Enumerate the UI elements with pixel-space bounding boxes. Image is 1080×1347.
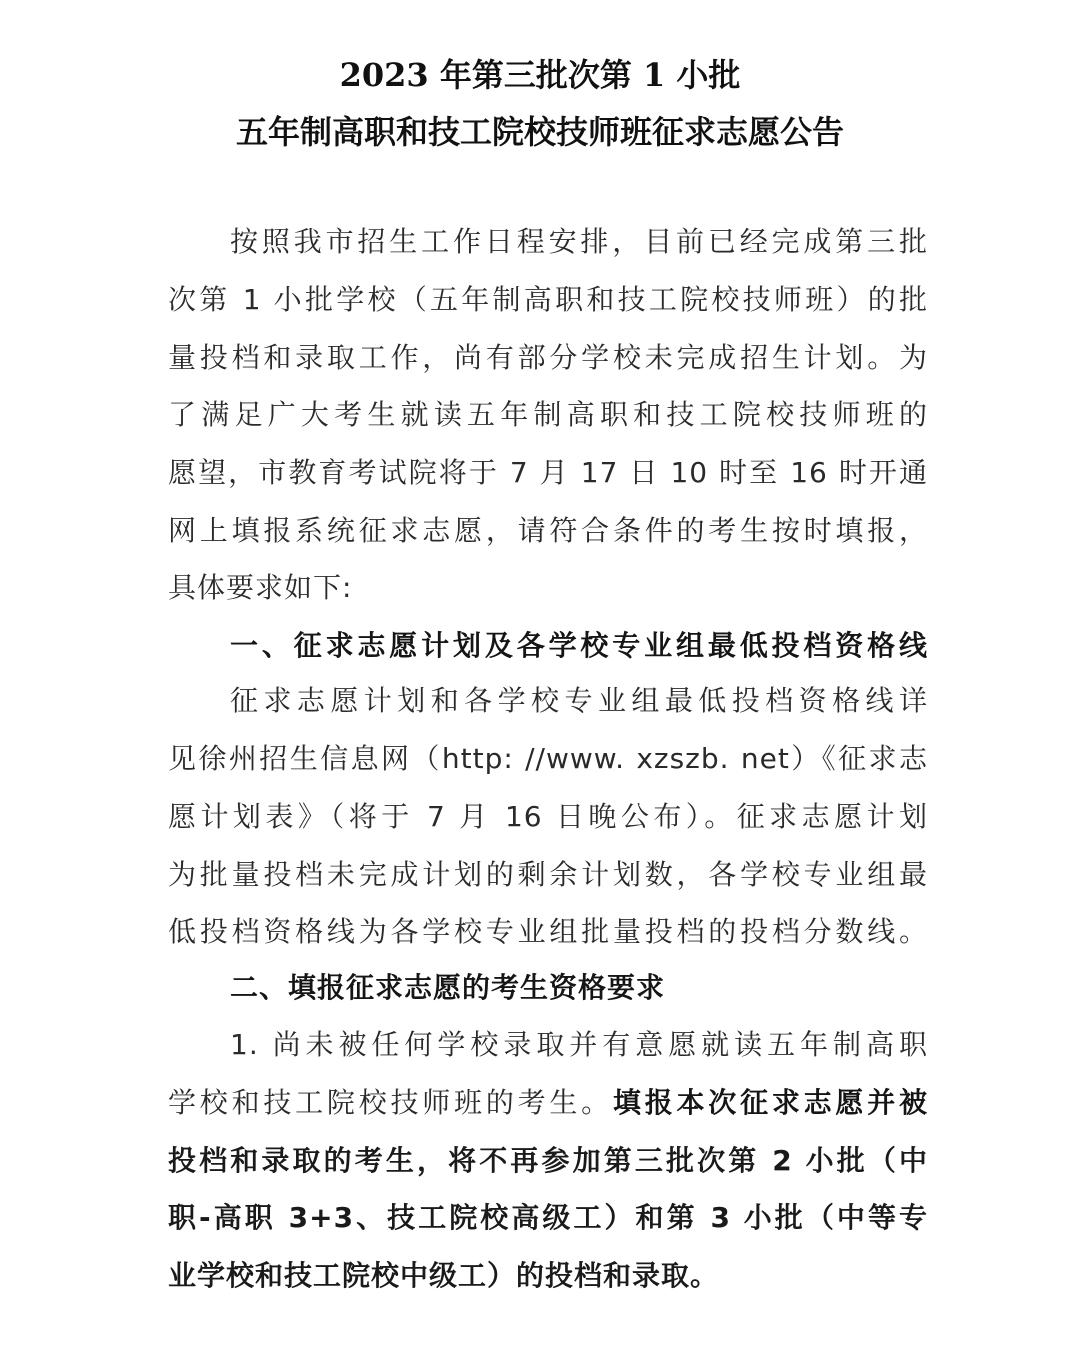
section-2-bold-line-3: 业学校和技工院校中级工）的投档和录取。 <box>168 1259 720 1292</box>
intro-line-5: 愿望，市教育考试院将于 7 月 17 日 10 时至 16 时开通 <box>168 456 928 489</box>
section-1-line-3: 愿计划表》（将于 7 月 16 日晚公布）。征求志愿计划 <box>168 800 928 833</box>
document-title-line-1: 2023 年第三批次第 1 小批 <box>339 56 741 94</box>
section-1-line-5: 低投档资格线为各学校专业组批量投档的投档分数线。 <box>168 915 928 948</box>
item-1-normal-text: 学校和技工院校技师班的考生。 <box>168 1086 613 1119</box>
section-1-heading: 一、征求志愿计划及各学校专业组最低投档资格线 <box>230 629 928 662</box>
section-2-item-1-line-2 <box>168 1083 928 1123</box>
intro-line-4: 了满足广大考生就读五年制高职和技工院校技师班的 <box>168 398 928 431</box>
intro-line-7: 具体要求如下: <box>168 571 353 604</box>
section-2-heading: 二、填报征求志愿的考生资格要求 <box>230 971 666 1004</box>
section-1-line-1: 征求志愿计划和各学校专业组最低投档资格线详 <box>230 684 928 717</box>
section-2-bold-line-2: 职-高职 3+3、技工院校高级工）和第 3 小批（中等专 <box>168 1201 928 1234</box>
intro-line-2: 次第 1 小批学校（五年制高职和技工院校技师班）的批 <box>168 283 928 316</box>
intro-line-3: 量投档和录取工作，尚有部分学校未完成招生计划。为 <box>168 341 928 374</box>
item-1-bold-text: 填报本次征求志愿并被 <box>612 1086 928 1119</box>
intro-line-6: 网上填报系统征求志愿，请符合条件的考生按时填报， <box>168 514 928 547</box>
section-2-item-1-line-1: 1. 尚未被任何学校录取并有意愿就读五年制高职 <box>230 1028 928 1061</box>
intro-line-1: 按照我市招生工作日程安排，目前已经完成第三批 <box>230 225 928 258</box>
section-1-line-4: 为批量投档未完成计划的剩余计划数，各学校专业组最 <box>168 858 928 891</box>
section-2-bold-line-1: 投档和录取的考生，将不再参加第三批次第 2 小批（中 <box>168 1144 928 1177</box>
document-title-line-2: 五年制高职和技工院校技师班征求志愿公告 <box>235 113 844 151</box>
section-1-line-2: 见徐州招生信息网（http: //www. xzszb. net）《征求志 <box>168 742 928 775</box>
